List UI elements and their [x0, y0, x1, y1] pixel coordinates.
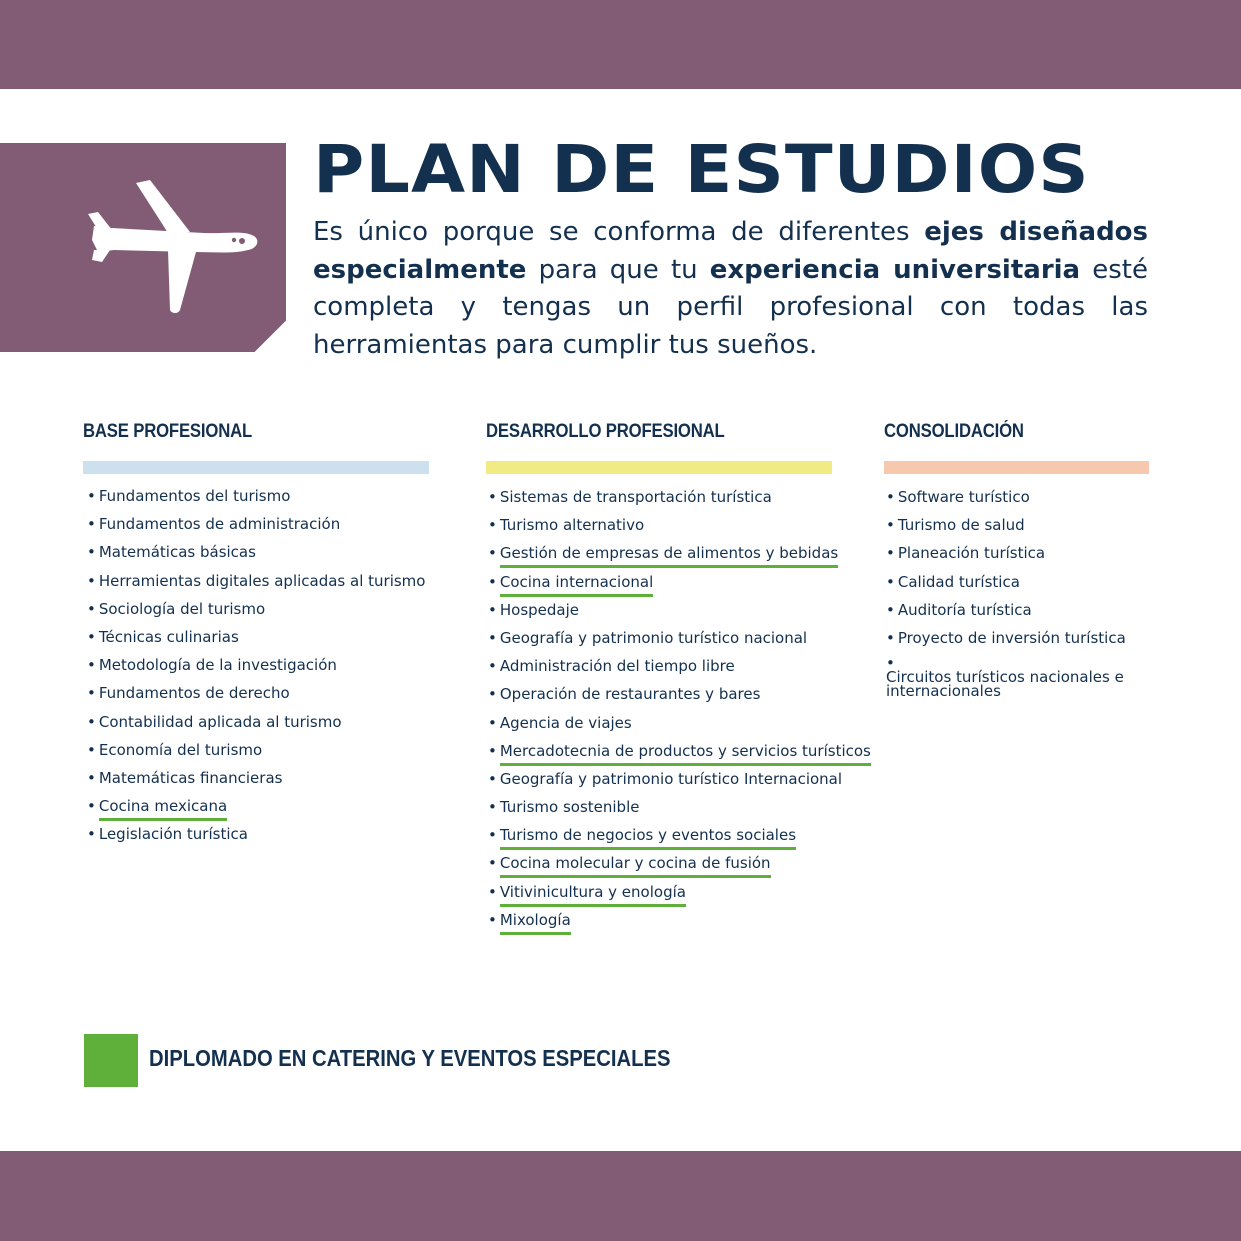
subject-label: Auditoría turística — [897, 600, 1032, 619]
subject-label: Calidad turística — [897, 572, 1020, 591]
intro-paragraph — [313, 214, 1148, 364]
subject-item — [87, 514, 429, 542]
subject-item — [886, 656, 1149, 700]
subject-label: Planeación turística — [897, 544, 1046, 563]
subject-label: Fundamentos del turismo — [98, 487, 291, 505]
bullet: • — [87, 627, 96, 646]
bullet: • — [488, 544, 497, 563]
subject-label: Fundamentos de derecho — [98, 684, 290, 703]
subject-label: Hospedaje — [499, 600, 579, 619]
subject-label: Matemáticas financieras — [98, 768, 283, 787]
subject-item — [488, 769, 843, 797]
subject-list — [886, 487, 1149, 700]
subject-item — [87, 712, 429, 740]
subject-item — [488, 600, 832, 628]
bullet: • — [87, 656, 96, 675]
bullet: • — [87, 599, 96, 618]
subject-item — [488, 487, 832, 515]
bullet: • — [488, 572, 497, 591]
page-title: PLAN DE ESTUDIOS — [313, 131, 1090, 208]
column-consolidacion — [884, 421, 1149, 700]
bullet: • — [87, 571, 96, 590]
column-color-bar — [884, 461, 1149, 474]
bullet: • — [87, 684, 96, 703]
subject-item — [87, 683, 429, 711]
subject-label: Matemáticas básicas — [98, 543, 256, 562]
subject-label: Legislación turística — [98, 825, 248, 844]
bottom-band — [0, 1151, 1241, 1241]
subject-label: Mercadotecnia de productos y servicios turísticos — [500, 741, 871, 766]
subject-label: Contabilidad aplicada al turismo — [98, 712, 342, 731]
column-color-bar — [83, 461, 429, 474]
subject-item — [488, 910, 832, 938]
subject-item — [87, 768, 429, 796]
bullet: • — [886, 544, 895, 563]
subject-label: Vitivinicultura y enología — [500, 882, 686, 907]
subject-item — [886, 600, 1149, 628]
subject-label: Agencia de viajes — [499, 713, 632, 732]
subject-list — [87, 486, 429, 852]
subject-item — [488, 825, 832, 853]
subject-item — [488, 797, 832, 825]
intro-bold-1: ejes diseñados especialmente — [313, 217, 1149, 285]
intro-bold-2: experiencia universitaria — [709, 254, 1081, 285]
subject-label: Cocina mexicana — [99, 796, 227, 821]
subject-label: Software turístico — [897, 488, 1030, 506]
bullet: • — [488, 488, 497, 506]
subject-label: Metodología de la investigación — [98, 656, 337, 675]
bullet: • — [488, 798, 497, 817]
subject-label: Operación de restaurantes y bares — [499, 685, 761, 704]
subject-label: Geografía y patrimonio turístico nacional — [499, 628, 808, 647]
bullet: • — [488, 516, 497, 535]
subject-label: Turismo sostenible — [499, 798, 640, 817]
column-heading: BASE PROFESIONAL — [83, 421, 253, 442]
bullet: • — [886, 488, 895, 506]
subject-item — [488, 684, 832, 712]
column-desarrollo-profesional — [486, 421, 871, 938]
subject-label: Administración del tiempo libre — [499, 657, 735, 676]
diploma-color-square — [84, 1034, 138, 1087]
bullet: • — [886, 654, 895, 673]
subject-item — [886, 487, 1149, 515]
bullet: • — [886, 572, 895, 591]
subject-item — [886, 515, 1149, 543]
subject-label: Cocina internacional — [500, 572, 653, 597]
column-color-bar — [486, 461, 832, 474]
subject-item — [87, 571, 429, 599]
subject-item — [87, 740, 429, 768]
subject-item — [87, 796, 429, 824]
subject-item — [488, 515, 832, 543]
bullet: • — [488, 713, 497, 732]
subject-item — [87, 599, 429, 627]
subject-label: Economía del turismo — [98, 740, 263, 759]
subject-item — [488, 656, 832, 684]
bullet: • — [488, 854, 497, 873]
subject-label: Proyecto de inversión turística — [897, 628, 1126, 647]
intro-text-2: para que tu — [526, 254, 710, 285]
subject-item — [886, 572, 1149, 600]
bullet: • — [488, 628, 497, 647]
bullet: • — [87, 515, 96, 534]
bullet: • — [488, 826, 497, 845]
bullet: • — [886, 516, 895, 535]
subject-item — [488, 572, 832, 600]
subject-item — [488, 713, 832, 741]
subject-item — [87, 627, 429, 655]
bullet: • — [886, 628, 895, 647]
subject-item — [87, 824, 429, 852]
subject-label: Turismo alternativo — [499, 516, 645, 535]
bullet: • — [87, 740, 96, 759]
bullet: • — [488, 741, 497, 760]
bullet: • — [87, 712, 96, 731]
bullet: • — [488, 657, 497, 676]
column-heading: DESARROLLO PROFESIONAL — [486, 421, 725, 442]
bullet: • — [87, 797, 96, 816]
bullet: • — [488, 769, 497, 788]
subject-label: Geografía y patrimonio turístico Internacional — [499, 769, 843, 788]
subject-list — [488, 487, 871, 938]
subject-label: Circuitos turísticos nacionales e internacionales — [886, 668, 1124, 701]
intro-text-1: Es único porque se conforma de diferentes — [313, 217, 925, 247]
subject-item — [488, 882, 832, 910]
subject-item — [886, 543, 1149, 571]
subject-item — [488, 853, 832, 881]
subject-item — [87, 542, 429, 570]
intro-text-3: esté completa y tengas un perfil profesional con todas las herramientas para cumplir tus sueños. — [313, 254, 1148, 360]
subject-item — [488, 628, 832, 656]
bullet: • — [87, 825, 96, 844]
subject-label: Gestión de empresas de alimentos y bebidas — [500, 543, 838, 568]
subject-item — [488, 543, 839, 571]
subject-label: Herramientas digitales aplicadas al turismo — [98, 571, 426, 590]
subject-label: Sistemas de transportación turística — [499, 488, 772, 506]
subject-item — [87, 486, 429, 514]
subject-item — [87, 655, 429, 683]
diploma-label: DIPLOMADO EN CATERING Y EVENTOS ESPECIALES — [149, 1045, 671, 1071]
subject-label: Mixología — [500, 910, 571, 935]
subject-label: Cocina molecular y cocina de fusión — [500, 853, 771, 878]
bullet: • — [488, 882, 497, 901]
subject-label: Turismo de salud — [897, 516, 1025, 535]
top-band — [0, 0, 1241, 89]
bullet: • — [488, 910, 497, 929]
subject-item — [886, 628, 1149, 656]
bullet: • — [87, 487, 96, 505]
column-base-profesional — [83, 421, 429, 852]
bullet: • — [488, 600, 497, 619]
bullet: • — [87, 543, 96, 562]
subject-label: Turismo de negocios y eventos sociales — [500, 825, 796, 850]
bullet: • — [488, 685, 497, 704]
bullet: • — [87, 768, 96, 787]
bullet: • — [886, 600, 895, 619]
airplane-icon — [84, 178, 262, 318]
subject-label: Fundamentos de administración — [98, 515, 341, 534]
subject-label: Técnicas culinarias — [98, 627, 239, 646]
subject-label: Sociología del turismo — [98, 599, 266, 618]
column-heading: CONSOLIDACIÓN — [884, 421, 1024, 442]
subject-item — [488, 741, 871, 769]
